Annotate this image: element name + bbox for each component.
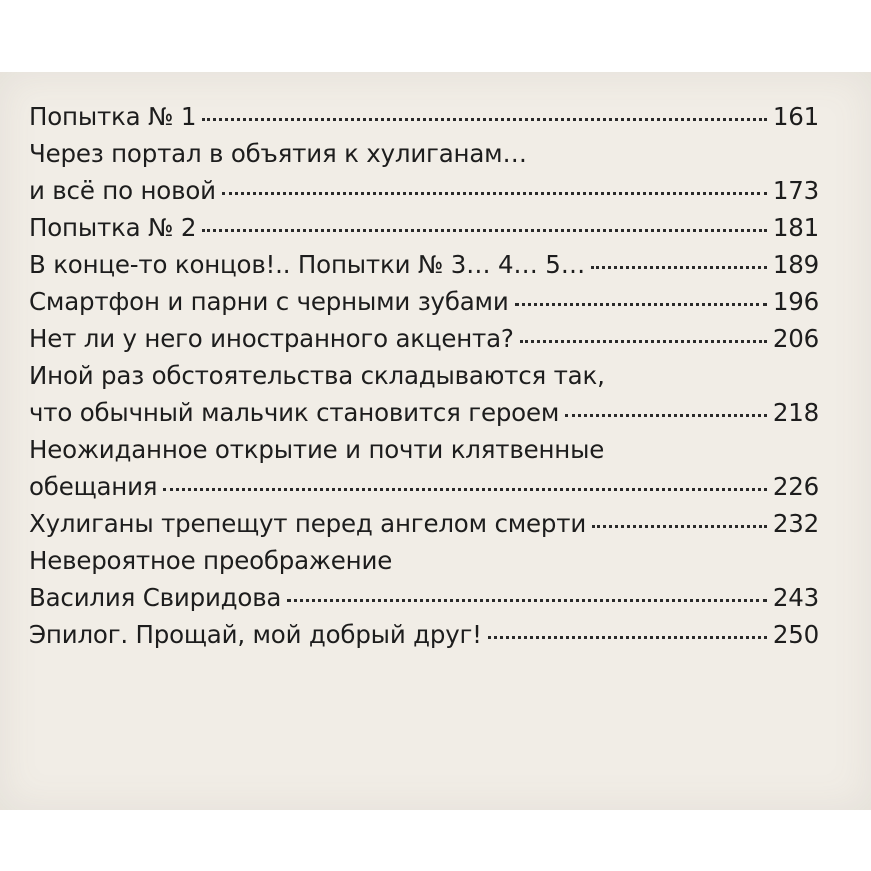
toc-entry-continuation xyxy=(29,398,819,435)
toc-entry-title: Иной раз обстоятельства складываются так, xyxy=(29,361,605,390)
toc-entry xyxy=(29,324,819,361)
dot-leader xyxy=(287,599,767,602)
toc-entry-page: 206 xyxy=(772,324,819,353)
toc-entry-title: Попытка № 1 xyxy=(29,102,197,131)
toc-entry xyxy=(29,139,819,176)
toc-entry-page: 226 xyxy=(772,472,819,501)
toc-entry-title: Невероятное преображение xyxy=(29,546,393,575)
toc-entry xyxy=(29,250,819,287)
toc-entry-page: 218 xyxy=(772,398,819,427)
dot-leader xyxy=(488,636,767,639)
toc-entry-title: Эпилог. Прощай, мой добрый друг! xyxy=(29,620,482,649)
toc-entry-page: 232 xyxy=(772,509,819,538)
toc-entry-continuation xyxy=(29,472,819,509)
toc-entry-page: 173 xyxy=(772,176,819,205)
dot-leader xyxy=(515,303,767,306)
toc-entry-page: 181 xyxy=(772,213,819,242)
toc-entry-title-cont: обещания xyxy=(29,472,158,501)
toc-entry xyxy=(29,435,819,472)
toc-entry-page: 250 xyxy=(772,620,819,649)
toc-entry-title: Неожиданное открытие и почти клятвенные xyxy=(29,435,605,464)
dot-leader xyxy=(592,525,767,528)
toc-entry-continuation xyxy=(29,176,819,213)
toc-entry-title-cont: и всё по новой xyxy=(29,176,216,205)
dot-leader xyxy=(222,192,767,195)
book-page xyxy=(0,72,871,810)
toc-entry-title: Нет ли у него иностранного акцента? xyxy=(29,324,514,353)
dot-leader xyxy=(202,118,767,121)
toc-entry xyxy=(29,509,819,546)
toc-entry-page: 196 xyxy=(772,287,819,316)
toc-entry-title: В конце-то концов!.. Попытки № 3… 4… 5… xyxy=(29,250,585,279)
toc-entry xyxy=(29,620,819,657)
dot-leader xyxy=(163,488,766,491)
toc-entry-title: Через портал в объятия к хулиганам… xyxy=(29,139,527,168)
dot-leader xyxy=(591,266,767,269)
toc-entry xyxy=(29,287,819,324)
dot-leader xyxy=(202,229,767,232)
toc-entry-page: 189 xyxy=(772,250,819,279)
toc-entry xyxy=(29,546,819,583)
dot-leader xyxy=(565,414,767,417)
toc-entry-title: Хулиганы трепещут перед ангелом смерти xyxy=(29,509,587,538)
toc-entry-title: Попытка № 2 xyxy=(29,213,197,242)
toc-entry xyxy=(29,102,819,139)
toc-entry-title-cont: Василия Свиридова xyxy=(29,583,282,612)
toc-entry-page: 243 xyxy=(772,583,819,612)
toc-entry-continuation xyxy=(29,583,819,620)
dot-leader xyxy=(520,340,767,343)
toc-entry xyxy=(29,361,819,398)
toc-entry-title: Смартфон и парни с черными зубами xyxy=(29,287,509,316)
toc-entry xyxy=(29,213,819,250)
table-of-contents xyxy=(29,102,819,657)
toc-entry-title-cont: что обычный мальчик становится героем xyxy=(29,398,560,427)
toc-entry-page: 161 xyxy=(772,102,819,131)
